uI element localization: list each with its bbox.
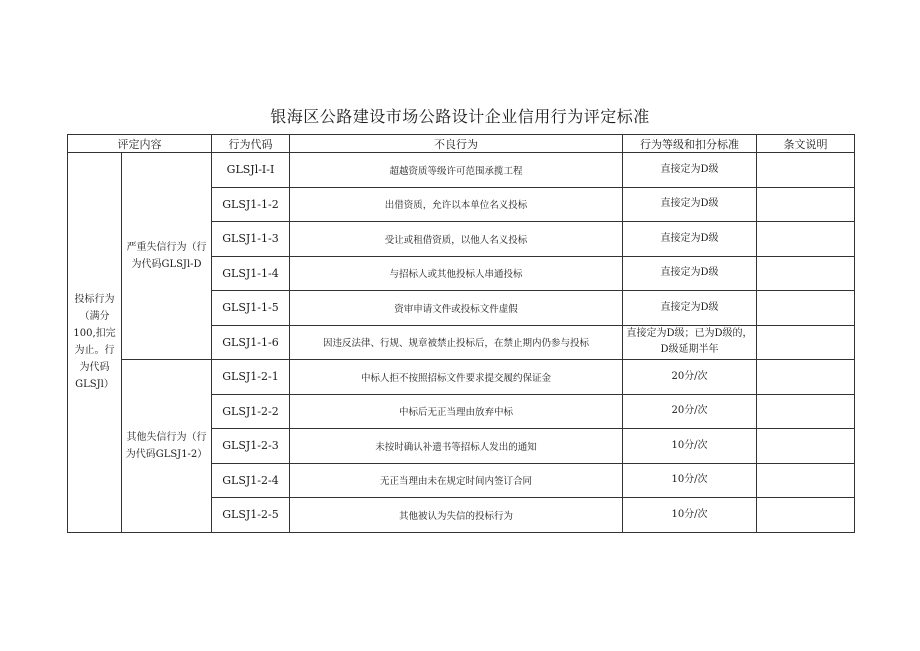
code-cell: GLSJ1-2-5 — [212, 498, 290, 533]
standards-table — [67, 134, 855, 533]
code-cell: GLSJ1-2-4 — [212, 463, 290, 498]
code-cell: GLSJ1-1-2 — [212, 187, 290, 222]
code-cell: GLSJ1-1-6 — [212, 325, 290, 360]
group-cell: 严重失信行为（行为代码GLSJl-D — [122, 153, 212, 360]
note-cell — [757, 291, 855, 326]
note-cell — [757, 360, 855, 395]
note-cell — [757, 463, 855, 498]
note-cell — [757, 187, 855, 222]
code-cell: GLSJ1-1-3 — [212, 222, 290, 257]
code-cell: GLSJ1-2-2 — [212, 394, 290, 429]
level-cell: 直接定为D级 — [623, 187, 757, 222]
table-row — [68, 153, 855, 188]
note-cell — [757, 256, 855, 291]
category-cell: 投标行为（满分100,扣完为止。行为代码GLSJl） — [68, 153, 122, 533]
level-cell: 10分/次 — [623, 429, 757, 464]
behavior-cell: 因违反法律、行规、规章被禁止投标后，在禁止期内仍参与投标 — [290, 325, 623, 360]
header-code: 行为代码 — [212, 135, 290, 153]
header-level: 行为等级和扣分标准 — [623, 135, 757, 153]
level-cell: 直接定为D级 — [623, 222, 757, 257]
note-cell — [757, 222, 855, 257]
page-title: 银海区公路建设市场公路设计企业信用行为评定标准 — [270, 107, 650, 126]
table-row — [68, 360, 855, 395]
behavior-cell: 中标人拒不按照招标文件要求提交履约保证金 — [290, 360, 623, 395]
behavior-cell: 无正当理由未在规定时间内签订合同 — [290, 463, 623, 498]
code-cell: GLSJ1-1-4 — [212, 256, 290, 291]
code-cell: GLSJ1-2-1 — [212, 360, 290, 395]
behavior-cell: 资审申请文件或投标文件虚假 — [290, 291, 623, 326]
behavior-cell: 与招标人或其他投标人串通投标 — [290, 256, 623, 291]
header-content: 评定内容 — [68, 135, 212, 153]
level-cell: 10分/次 — [623, 463, 757, 498]
header-row — [68, 135, 855, 153]
level-cell: 20分/次 — [623, 394, 757, 429]
code-cell: GLSJ1-1-5 — [212, 291, 290, 326]
code-cell: GLSJ1-2-3 — [212, 429, 290, 464]
level-cell: 20分/次 — [623, 360, 757, 395]
level-cell: 直接定为D级 — [623, 291, 757, 326]
group-cell: 其他失信行为（行为代码GLSJ1-2） — [122, 360, 212, 533]
note-cell — [757, 498, 855, 533]
header-note: 条文说明 — [757, 135, 855, 153]
behavior-cell: 未按时确认补遗书等招标人发出的通知 — [290, 429, 623, 464]
note-cell — [757, 153, 855, 188]
level-cell: 直接定为D级 — [623, 256, 757, 291]
header-behavior: 不良行为 — [290, 135, 623, 153]
note-cell — [757, 429, 855, 464]
level-cell: 直接定为D级 — [623, 153, 757, 188]
level-cell: 10分/次 — [623, 498, 757, 533]
behavior-cell: 出借资质，允许以本单位名义投标 — [290, 187, 623, 222]
behavior-cell: 其他被认为失信的投标行为 — [290, 498, 623, 533]
behavior-cell: 受让或租借资质，以他人名义投标 — [290, 222, 623, 257]
behavior-cell: 中标后无正当理由放弃中标 — [290, 394, 623, 429]
note-cell — [757, 394, 855, 429]
level-cell: 直接定为D级；已为D级的，D级延期半年 — [623, 325, 757, 360]
note-cell — [757, 325, 855, 360]
behavior-cell: 超越资质等级许可范围承揽工程 — [290, 153, 623, 188]
code-cell: GLSJl-I-I — [212, 153, 290, 188]
